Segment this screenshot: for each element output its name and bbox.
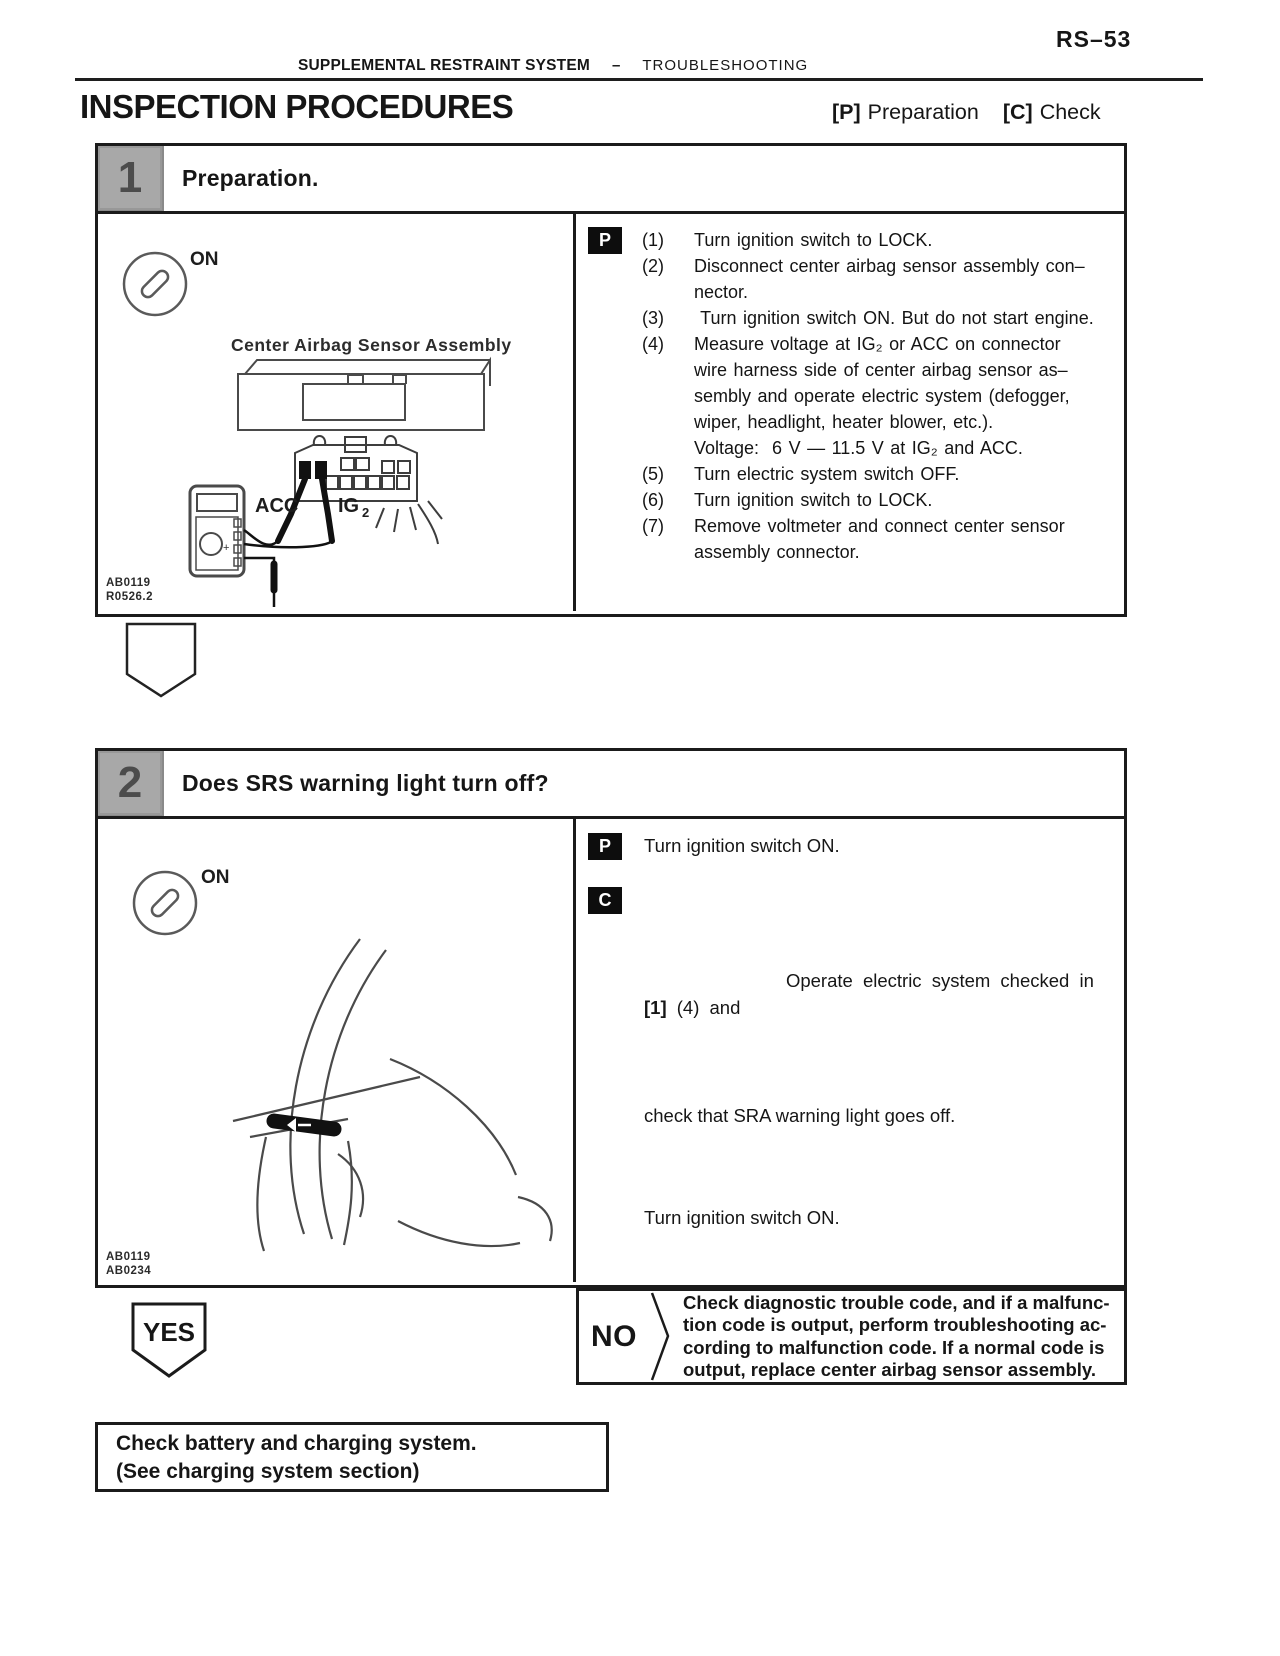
header-rule <box>75 78 1203 81</box>
step1-instruction-list <box>642 227 1116 565</box>
no-result-text: Check diagnostic trouble code, and if a malfunc- tion code is output, perform troubleshooting ac- cording to malfunction code. If a normal code is output, replace center airbag sensor assembly. <box>683 1291 1110 1380</box>
list-item: (7) Remove voltmeter and connect center sensor assembly connector. <box>642 516 1065 562</box>
additional-instruction: Turn ignition switch ON. <box>644 1207 840 1228</box>
step2-number-badge: 2 <box>98 751 164 816</box>
flow-down-arrow <box>125 622 197 703</box>
step2-diagram <box>98 819 576 1279</box>
preparation-row <box>588 832 1116 860</box>
svg-text:+: + <box>223 542 230 554</box>
no-label: NO <box>591 1319 637 1353</box>
list-item: (2) Disconnect center airbag sensor assembly con– nector. <box>642 256 1085 302</box>
step1-instructions-panel <box>576 214 1124 611</box>
figure-code: AB0119 <box>106 1251 151 1263</box>
acc-pin-label: ACC <box>255 495 299 517</box>
preparation-badge: P <box>588 833 622 860</box>
step1-illustration-panel <box>98 214 576 611</box>
step1-diagram <box>98 214 576 608</box>
step1-header <box>98 146 1124 214</box>
no-branch <box>576 1288 1127 1385</box>
ignition-key-icon <box>134 867 230 934</box>
step1-number-badge: 1 <box>98 146 164 211</box>
step2-box <box>95 748 1127 1288</box>
ignition-on-label: ON <box>190 249 219 270</box>
check-badge: C <box>588 887 622 914</box>
voltmeter-illustration <box>190 486 244 576</box>
connector-illustration <box>295 436 442 544</box>
step2-illustration-panel <box>98 819 576 1282</box>
list-item: (1) Turn ignition switch to LOCK. <box>642 230 933 250</box>
figure-code: AB0119 <box>106 577 151 589</box>
list-item: (5) Turn electric system switch OFF. <box>642 464 960 484</box>
yes-branch <box>131 1302 207 1383</box>
ig2-pin-sub: 2 <box>362 505 370 520</box>
yes-label: YES <box>142 1317 196 1347</box>
step2-header <box>98 751 1124 819</box>
check-row <box>588 886 1116 1183</box>
step1-box <box>95 143 1127 617</box>
step2-title: Does SRS warning light turn off? <box>182 770 549 796</box>
figure-code: AB0234 <box>106 1265 152 1277</box>
running-header <box>298 57 808 75</box>
legend-c-label: Check <box>1039 100 1101 124</box>
list-item: (4) Measure voltage at IG₂ or ACC on connector wire harness side of center airbag sensor as– sembly and operate electric system (defogger, wiper, headlight, heater blower, etc.). Voltage: 6 V — 11.5 V at IG₂ and ACC. <box>642 334 1070 458</box>
list-item: (6) Turn ignition switch to LOCK. <box>642 490 933 510</box>
check-text: Operate electric system checked in [1] (4) and check that SRA warning light goes off. <box>644 970 1105 1126</box>
yes-result-box: Check battery and charging system. (See charging system section) <box>95 1422 609 1492</box>
list-item: (3) Turn ignition switch ON. But do not start engine. <box>642 308 1094 328</box>
page-title: INSPECTION PROCEDURES <box>80 88 514 125</box>
legend-p-label: Preparation <box>867 100 979 124</box>
ignition-key-icon <box>124 249 219 315</box>
steering-wheel-illustration <box>233 939 552 1251</box>
legend-c-key: [C] <box>1002 100 1033 124</box>
legend-p-key: [P] <box>832 100 861 124</box>
ig2-pin-label: IG <box>338 495 360 517</box>
sensor-assembly-illustration <box>238 360 490 430</box>
figure-code: R0526.2 <box>106 591 153 603</box>
sensor-assembly-caption: Center Airbag Sensor Assembly <box>231 335 512 355</box>
section-title: SUPPLEMENTAL RESTRAINT SYSTEM <box>298 57 590 74</box>
step1-title: Preparation. <box>182 165 319 191</box>
step2-instructions-panel <box>576 819 1124 1282</box>
ignition-on-label: ON <box>201 867 230 888</box>
pc-legend <box>832 100 1101 125</box>
branch-chevron-icon <box>649 1291 671 1382</box>
section-dash: – <box>612 57 621 74</box>
page-number: RS–53 <box>1056 26 1132 52</box>
subsection-title: TROUBLESHOOTING <box>642 57 809 74</box>
preparation-badge: P <box>588 227 622 254</box>
preparation-text: Turn ignition switch ON. <box>644 835 840 856</box>
